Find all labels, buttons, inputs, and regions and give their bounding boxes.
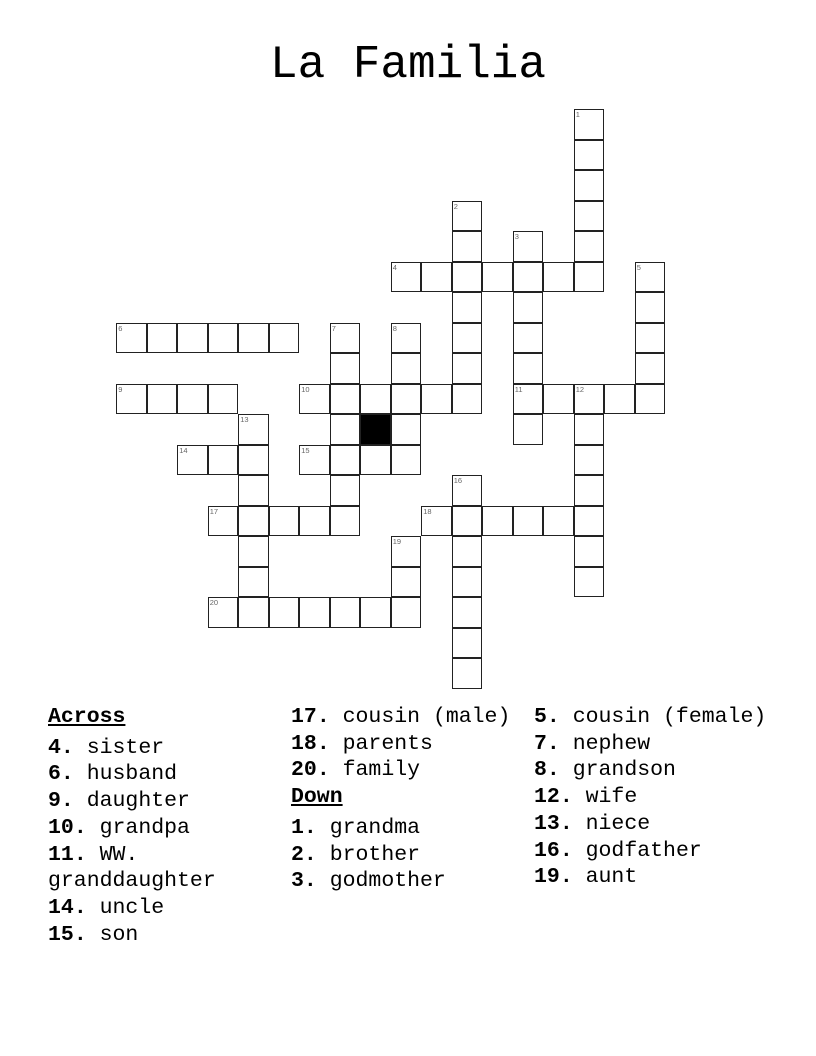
grid-cell[interactable] (330, 445, 361, 476)
grid-cell[interactable] (452, 323, 483, 354)
grid-cell[interactable] (208, 323, 239, 354)
grid-cell[interactable] (208, 384, 239, 415)
clue-across-4: 4. sister (48, 735, 165, 760)
across-heading: Across (48, 705, 126, 729)
clue-number: 16 (453, 476, 463, 486)
clues-column-2 (291, 704, 531, 895)
grid-cell[interactable] (421, 262, 452, 293)
clue-across-18: 18. parents (291, 731, 433, 756)
clue-number: 3 (514, 232, 519, 242)
clue-number: 15 (301, 445, 310, 455)
clue-number: 7 (331, 323, 336, 333)
page-title: La Familia (269, 39, 547, 91)
grid-cell[interactable] (330, 384, 361, 415)
grid-cell[interactable] (391, 567, 422, 598)
grid-cell[interactable] (452, 201, 483, 232)
black-cell (360, 414, 391, 445)
grid-cell[interactable] (238, 506, 269, 537)
grid-cell[interactable] (452, 475, 483, 506)
grid-cell[interactable] (574, 475, 605, 506)
grid-cell[interactable] (269, 323, 300, 354)
grid-cell[interactable] (452, 292, 483, 323)
grid-cell[interactable] (513, 353, 544, 384)
clue-number: 13 (240, 415, 249, 425)
clue-number: 6 (118, 323, 123, 333)
grid-cell[interactable] (452, 628, 483, 659)
grid-cell[interactable] (238, 445, 269, 476)
grid-cell[interactable] (513, 292, 544, 323)
grid-cell[interactable] (543, 506, 574, 537)
grid-cell[interactable] (513, 262, 544, 293)
grid-cell[interactable] (330, 353, 361, 384)
grid-cell[interactable] (147, 384, 178, 415)
grid-cell[interactable] (391, 414, 422, 445)
clue-down-2: 2. brother (291, 842, 421, 867)
grid-cell[interactable] (391, 384, 422, 415)
grid-cell[interactable] (299, 597, 330, 628)
grid-cell[interactable] (147, 323, 178, 354)
grid-cell[interactable] (574, 384, 605, 415)
grid-cell[interactable] (330, 323, 361, 354)
clue-number: 4 (392, 262, 397, 272)
clue-number: 9 (118, 384, 123, 394)
grid-cell[interactable] (391, 353, 422, 384)
clue-down-19: 19. aunt (534, 865, 638, 890)
clues-column-1 (48, 704, 288, 948)
grid-cell[interactable] (452, 567, 483, 598)
clue-number: 11 (514, 384, 523, 394)
grid-cell[interactable] (574, 262, 605, 293)
grid-cell[interactable] (299, 506, 330, 537)
clue-across-6: 6. husband (48, 762, 178, 787)
clue-across-9: 9. daughter (48, 789, 190, 814)
grid-cell[interactable] (391, 536, 422, 567)
grid-cell[interactable] (330, 506, 361, 537)
clue-number: 12 (575, 384, 585, 394)
grid-cell[interactable] (635, 262, 666, 293)
grid-cell[interactable] (238, 567, 269, 598)
clue-down-3: 3. godmother (291, 869, 446, 894)
grid-cell[interactable] (360, 597, 391, 628)
clue-across-17: 17. cousin (male) (291, 705, 511, 729)
grid-cell[interactable] (574, 231, 605, 262)
grid-cell[interactable] (635, 323, 666, 354)
grid-cell[interactable] (238, 597, 269, 628)
clue-number: 19 (392, 537, 402, 547)
clue-number: 20 (209, 598, 219, 608)
grid-cell[interactable] (421, 384, 452, 415)
grid-cell[interactable] (604, 384, 635, 415)
grid-cell[interactable] (208, 445, 239, 476)
grid-cell[interactable] (238, 323, 269, 354)
grid-cell[interactable] (177, 445, 208, 476)
clue-number: 18 (423, 506, 432, 516)
grid-cell[interactable] (177, 384, 208, 415)
clue-number: 10 (301, 384, 310, 394)
grid-cell[interactable] (452, 536, 483, 567)
grid-cell[interactable] (574, 445, 605, 476)
grid-cell[interactable] (513, 231, 544, 262)
grid-cell[interactable] (513, 323, 544, 354)
clue-down-12: 12. wife (534, 785, 638, 810)
grid-cell[interactable] (513, 384, 544, 415)
grid-cell[interactable] (452, 353, 483, 384)
clue-down-5: 5. cousin (female) (534, 705, 767, 729)
grid-cell[interactable] (543, 384, 574, 415)
clue-across-10: 10. grandpa (48, 815, 190, 840)
grid-cell[interactable] (330, 414, 361, 445)
grid-cell[interactable] (360, 445, 391, 476)
grid-cell[interactable] (238, 536, 269, 567)
grid-cell[interactable] (330, 597, 361, 628)
clues-column-3 (534, 704, 774, 891)
grid-cell[interactable] (421, 506, 452, 537)
clue-across-14: 14. uncle (48, 895, 165, 920)
grid-cell[interactable] (299, 384, 330, 415)
grid-cell[interactable] (391, 597, 422, 628)
grid-cell[interactable] (391, 262, 422, 293)
grid-cell[interactable] (452, 384, 483, 415)
grid-cell[interactable] (452, 262, 483, 293)
clue-number: 2 (453, 201, 458, 211)
clue-down-8: 8. grandson (534, 758, 676, 783)
clue-down-1: 1. grandma (291, 815, 421, 840)
grid-cell[interactable] (391, 323, 422, 354)
grid-cell[interactable] (269, 506, 300, 537)
clue-down-7: 7. nephew (534, 731, 651, 756)
grid-cell[interactable] (574, 140, 605, 171)
clue-number: 8 (392, 323, 397, 333)
grid-cell[interactable] (330, 475, 361, 506)
clue-across-11: 11. WW. granddaughter (48, 842, 216, 894)
clue-across-15: 15. son (48, 922, 139, 947)
clue-across-20: 20. family (291, 758, 421, 783)
grid-cell[interactable] (574, 414, 605, 445)
grid-cell[interactable] (635, 353, 666, 384)
grid-cell[interactable] (543, 262, 574, 293)
clue-number: 5 (636, 262, 641, 272)
grid-cell[interactable] (177, 323, 208, 354)
grid-cell[interactable] (452, 597, 483, 628)
grid-cell[interactable] (574, 567, 605, 598)
clue-number: 14 (179, 445, 188, 455)
grid-cell[interactable] (208, 506, 239, 537)
grid-cell[interactable] (635, 292, 666, 323)
grid-cell[interactable] (574, 170, 605, 201)
grid-cell[interactable] (574, 109, 605, 140)
grid-cell[interactable] (452, 658, 483, 689)
grid-cell[interactable] (635, 384, 666, 415)
grid-cell[interactable] (574, 201, 605, 232)
grid-cell[interactable] (238, 475, 269, 506)
grid-cell[interactable] (513, 506, 544, 537)
grid-cell[interactable] (269, 597, 300, 628)
grid-cell[interactable] (299, 445, 330, 476)
grid-cell[interactable] (482, 262, 513, 293)
grid-cell[interactable] (116, 384, 147, 415)
grid-cell[interactable] (452, 231, 483, 262)
grid-cell[interactable] (513, 414, 544, 445)
grid-cell[interactable] (574, 536, 605, 567)
grid-cell[interactable] (482, 506, 513, 537)
grid-cell[interactable] (208, 597, 239, 628)
clue-number: 1 (575, 110, 580, 120)
grid-cell[interactable] (452, 506, 483, 537)
grid-cell[interactable] (391, 445, 422, 476)
clue-number: 17 (209, 506, 219, 516)
grid-cell[interactable] (360, 384, 391, 415)
grid-cell[interactable] (574, 506, 605, 537)
grid-cell[interactable] (238, 414, 269, 445)
clue-down-13: 13. niece (534, 811, 651, 836)
grid-cell[interactable] (116, 323, 147, 354)
down-heading: Down (291, 785, 343, 810)
clue-down-16: 16. godfather (534, 838, 702, 863)
